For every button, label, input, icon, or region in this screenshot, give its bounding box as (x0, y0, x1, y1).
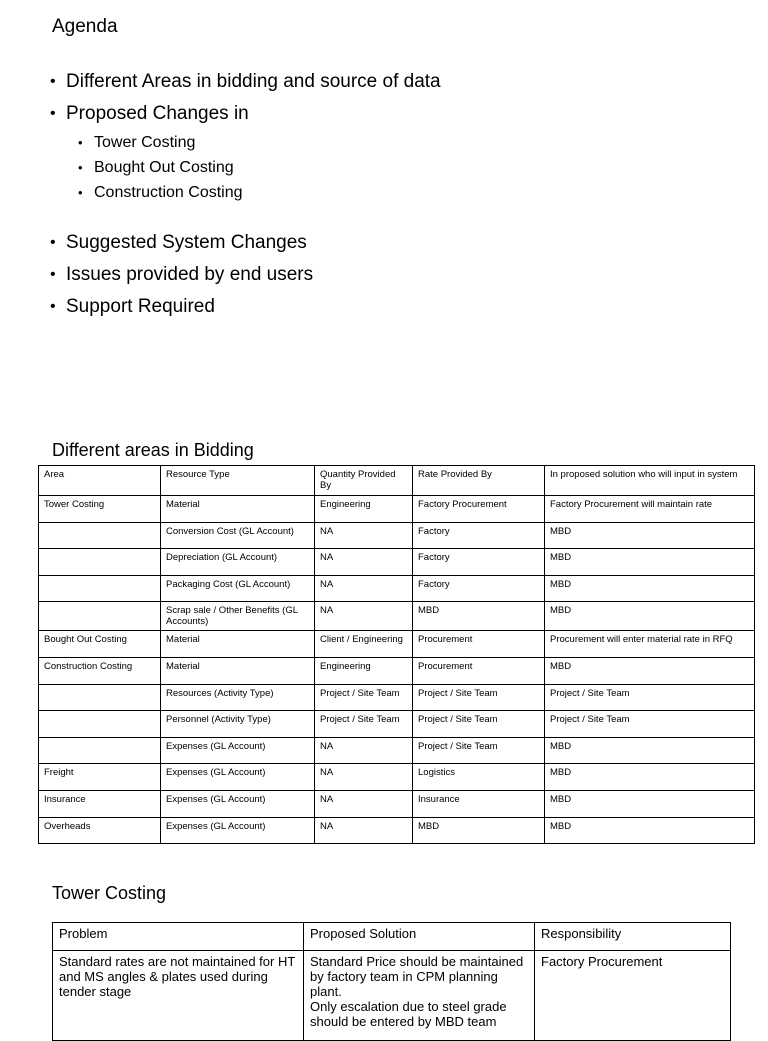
table-cell: Material (161, 631, 315, 658)
table-cell: Engineering (315, 657, 413, 684)
table-cell (39, 684, 161, 711)
bullet-icon: • (78, 185, 83, 200)
bullet-icon: • (50, 234, 56, 251)
bullet-icon: • (50, 73, 56, 90)
table-cell: Factory (413, 575, 545, 602)
table-cell: Insurance (413, 790, 545, 817)
table-cell (39, 575, 161, 602)
table-cell: Expenses (GL Account) (161, 737, 315, 764)
agenda-subitem-label: Bought Out Costing (94, 159, 234, 176)
areas-section-title: Different areas in Bidding (52, 440, 254, 460)
column-header: Proposed Solution (304, 923, 535, 951)
table-cell: Project / Site Team (413, 711, 545, 738)
areas-table (38, 465, 755, 844)
agenda-subitem (78, 155, 441, 180)
bullet-icon: • (50, 266, 56, 283)
agenda-list (50, 66, 441, 323)
table-header-row (53, 923, 731, 951)
bullet-icon: • (78, 160, 83, 175)
table-cell: Material (161, 657, 315, 684)
tower-costing-table (52, 922, 731, 1041)
agenda-item (50, 66, 441, 98)
agenda-item (50, 227, 441, 259)
agenda-item-label: Different Areas in bidding and source of data (66, 71, 441, 92)
table-cell: Overheads (39, 817, 161, 844)
agenda-item-label: Issues provided by end users (66, 264, 314, 285)
table-cell: Insurance (39, 790, 161, 817)
table-row (39, 790, 755, 817)
table-cell: Bought Out Costing (39, 631, 161, 658)
table-row (39, 496, 755, 523)
table-cell: NA (315, 602, 413, 631)
solution-line: Standard Price should be maintained by factory team in CPM planning plant. (310, 954, 524, 999)
problem-cell: Standard rates are not maintained for HT and MS angles & plates used during tender stage (53, 951, 304, 1041)
table-row (39, 817, 755, 844)
table-row (39, 711, 755, 738)
table-cell: Expenses (GL Account) (161, 790, 315, 817)
table-row (39, 522, 755, 549)
table-row (39, 764, 755, 791)
table-cell: NA (315, 522, 413, 549)
tower-costing-title: Tower Costing (52, 883, 167, 903)
table-cell: MBD (545, 549, 755, 576)
table-row (39, 684, 755, 711)
table-cell: MBD (413, 817, 545, 844)
table-cell: Personnel (Activity Type) (161, 711, 315, 738)
agenda-item-label: Suggested System Changes (66, 232, 307, 253)
responsibility-cell: Factory Procurement (535, 951, 731, 1041)
agenda-item (50, 98, 441, 130)
table-cell: Factory (413, 549, 545, 576)
table-cell: Factory Procurement will maintain rate (545, 496, 755, 523)
table-cell: NA (315, 764, 413, 791)
table-cell: Expenses (GL Account) (161, 817, 315, 844)
table-cell: Project / Site Team (545, 711, 755, 738)
table-cell: Conversion Cost (GL Account) (161, 522, 315, 549)
agenda-item (50, 259, 441, 291)
table-cell: MBD (545, 657, 755, 684)
table-row (53, 951, 731, 1041)
table-cell: Expenses (GL Account) (161, 764, 315, 791)
table-row (39, 602, 755, 631)
table-cell: Project / Site Team (315, 684, 413, 711)
agenda-item-label: Support Required (66, 296, 215, 317)
agenda-sublist-container (50, 130, 441, 205)
agenda-subitem (78, 180, 441, 205)
column-header: Responsibility (535, 923, 731, 951)
table-cell (39, 711, 161, 738)
table-cell: Construction Costing (39, 657, 161, 684)
table-cell: MBD (545, 790, 755, 817)
table-cell: MBD (545, 575, 755, 602)
table-cell (39, 549, 161, 576)
table-cell: Project / Site Team (413, 737, 545, 764)
table-cell: Material (161, 496, 315, 523)
table-cell (39, 737, 161, 764)
table-cell: Freight (39, 764, 161, 791)
table-cell: Depreciation (GL Account) (161, 549, 315, 576)
column-header: Area (39, 466, 161, 496)
table-cell: Tower Costing (39, 496, 161, 523)
agenda-subitem-label: Tower Costing (94, 134, 196, 151)
table-cell: Project / Site Team (413, 684, 545, 711)
table-cell: MBD (545, 737, 755, 764)
table-row (39, 575, 755, 602)
table-cell: Scrap sale / Other Benefits (GL Accounts) (161, 602, 315, 631)
table-cell: Procurement (413, 657, 545, 684)
column-header: In proposed solution who will input in system (545, 466, 755, 496)
table-header-row (39, 466, 755, 496)
table-cell: NA (315, 737, 413, 764)
table-cell: Logistics (413, 764, 545, 791)
table-row (39, 631, 755, 658)
table-cell (39, 522, 161, 549)
agenda-sublist (78, 130, 441, 205)
table-cell: NA (315, 817, 413, 844)
table-cell: Engineering (315, 496, 413, 523)
column-header: Rate Provided By (413, 466, 545, 496)
table-cell: Packaging Cost (GL Account) (161, 575, 315, 602)
table-cell: MBD (545, 817, 755, 844)
table-cell: Resources (Activity Type) (161, 684, 315, 711)
table-cell: MBD (413, 602, 545, 631)
table-cell: NA (315, 549, 413, 576)
agenda-subitem-label: Construction Costing (94, 184, 243, 201)
table-cell (39, 602, 161, 631)
table-cell: Client / Engineering (315, 631, 413, 658)
bullet-icon: • (50, 298, 56, 315)
agenda-title: Agenda (52, 16, 118, 37)
column-header: Problem (53, 923, 304, 951)
table-cell: Procurement (413, 631, 545, 658)
table-cell: MBD (545, 602, 755, 631)
agenda-subitem (78, 130, 441, 155)
table-cell: MBD (545, 764, 755, 791)
table-cell: Project / Site Team (315, 711, 413, 738)
table-row (39, 737, 755, 764)
table-row (39, 657, 755, 684)
agenda-item (50, 291, 441, 323)
table-cell: Factory Procurement (413, 496, 545, 523)
column-header: Quantity Provided By (315, 466, 413, 496)
solution-line: Only escalation due to steel grade should be entered by MBD team (310, 999, 507, 1029)
table-cell: NA (315, 790, 413, 817)
table-cell: NA (315, 575, 413, 602)
table-row (39, 549, 755, 576)
bullet-icon: • (50, 105, 56, 122)
column-header: Resource Type (161, 466, 315, 496)
table-cell: Factory (413, 522, 545, 549)
agenda-item-label: Proposed Changes in (66, 103, 249, 124)
table-cell: Procurement will enter material rate in RFQ (545, 631, 755, 658)
bullet-icon: • (78, 135, 83, 150)
solution-cell (304, 951, 535, 1041)
table-cell: MBD (545, 522, 755, 549)
table-cell: Project / Site Team (545, 684, 755, 711)
